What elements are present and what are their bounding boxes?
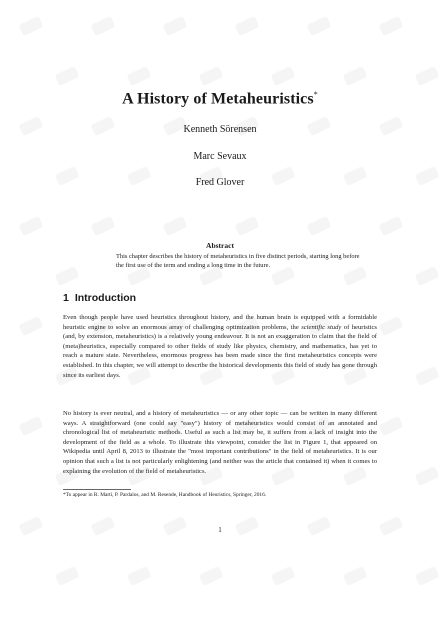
- paper-title: A History of Metaheuristics*: [122, 90, 318, 108]
- watermark-tile: [162, 16, 187, 36]
- watermark-tile: [198, 66, 223, 86]
- author-2: Marc Sevaux: [193, 151, 247, 162]
- watermark-tile: [18, 216, 43, 236]
- section-heading: [63, 292, 136, 304]
- watermark-tile: [270, 66, 295, 86]
- watermark-tile: [270, 566, 295, 586]
- watermark-tile: [18, 316, 43, 336]
- author-3: Fred Glover: [195, 177, 245, 188]
- italic-emphasis: scientific study: [301, 323, 342, 331]
- footnote: *To appear in R. Martí, P. Pardalos, and M. Resende, Handbook of Heuristics, Springer, 2016.: [63, 492, 267, 498]
- watermark-tile: [90, 216, 115, 236]
- watermark-tile: [306, 216, 331, 236]
- watermark-tile: [18, 416, 43, 436]
- watermark-tile: [54, 66, 79, 86]
- page-number: 1: [218, 526, 222, 534]
- watermark-tile: [54, 266, 79, 286]
- abstract-text: This chapter describes the history of metaheuristics in five distinct periods, starting long before the first use of the term and ending a long time in the future.: [116, 253, 360, 269]
- watermark-tile: [126, 566, 151, 586]
- watermark-tile: [18, 16, 43, 36]
- watermark-tile: [378, 216, 403, 236]
- paragraph-1: Even though people have used heuristics throughout history, and the human brain is equipped with a formidable heuristic engine to solve an enormous array of challenging optimization problems, the scientific study of heuristics (and, by extension, metaheuristics) is a relatively young endeavour. It is not an exaggeration to claim that the field of (meta)heuristics, especially compared to other fields of study like physics, chemistry, and mathematics, has yet to reach a mature state. Nevertheless, enormous progress has been made since the first metaheuristics concepts were established. In this chapter, we will attempt to describe the historical developments this field of study has gone through since its earliest days.: [63, 314, 377, 379]
- watermark-tile: [414, 266, 439, 286]
- section-number: 1: [63, 292, 69, 304]
- watermark-tile: [414, 366, 439, 386]
- watermark-tile: [342, 566, 367, 586]
- watermark-tile: [234, 16, 259, 36]
- watermark-tile: [306, 16, 331, 36]
- abstract-heading: Abstract: [206, 241, 234, 250]
- title-footnote-mark: *: [313, 90, 318, 99]
- watermark-tile: [414, 566, 439, 586]
- watermark-tile: [378, 416, 403, 436]
- section-title: Introduction: [74, 292, 137, 304]
- watermark-tile: [198, 566, 223, 586]
- watermark-tile: [342, 66, 367, 86]
- watermark-tile: [414, 66, 439, 86]
- watermark-tile: [378, 16, 403, 36]
- watermark-tile: [378, 316, 403, 336]
- watermark-tile: [234, 216, 259, 236]
- watermark-tile: [414, 466, 439, 486]
- watermark-tile: [90, 16, 115, 36]
- watermark-tile: [54, 566, 79, 586]
- watermark-tile: [126, 66, 151, 86]
- paragraph-2: No history is ever neutral, and a history of metaheuristics — or any other topic — can be written in many different ways. A straightforward (one could say "easy") history of metaheuristics would consist of an annotated and chronological list of metaheuristic methods. Useful as such a list may be, it suffers from a lack of insight into the development of the field as a whole. To illustrate this viewpoint, consider the list in Figure 1, that appeared on Wikipedia until April 8, 2013 to illustrate the "most important contributions" in the field of metaheuristics. It is our opinion that such a list is not particularly enlightening (and neither was the article that contained it) when it comes to explaining the evolution of the field of metaheuristics.: [63, 410, 377, 475]
- watermark-tile: [162, 216, 187, 236]
- footnote-rule: [63, 489, 131, 490]
- author-1: Kenneth Sörensen: [183, 124, 257, 135]
